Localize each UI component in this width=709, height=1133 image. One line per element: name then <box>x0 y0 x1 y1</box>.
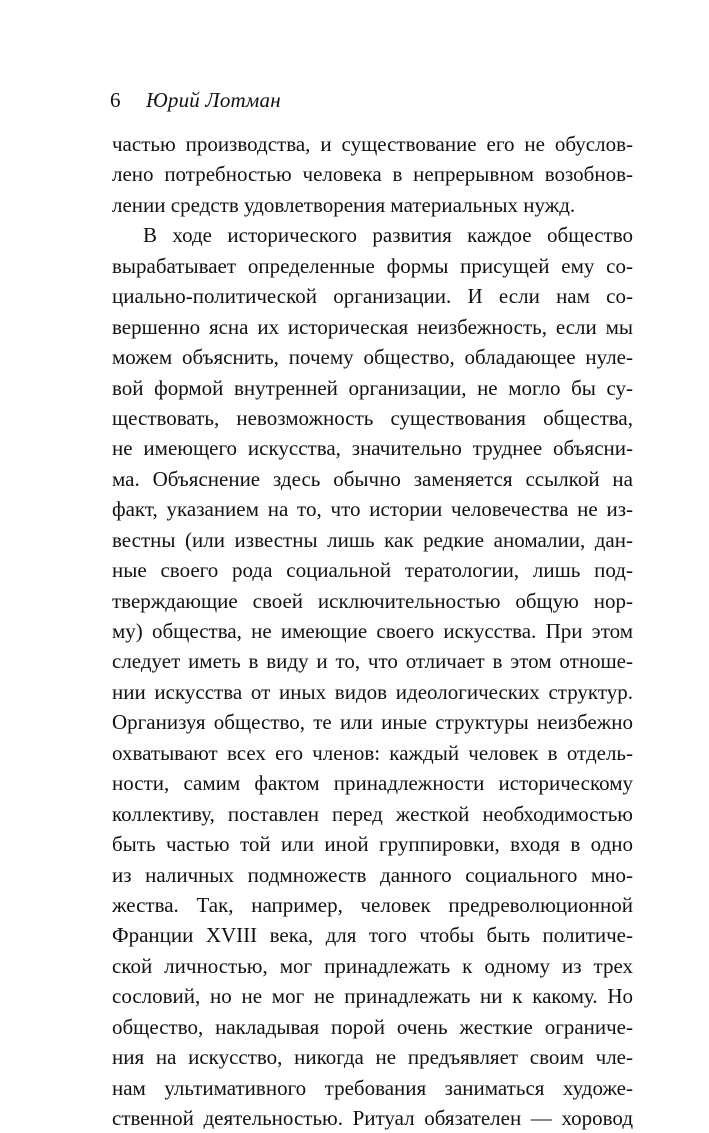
text-line: общество, накладывая порой очень жесткие ограниче- <box>112 1014 633 1039</box>
text-line: следует иметь в виду и то, что отличает в этом отноше- <box>112 649 633 674</box>
paragraph-first-line: В ходе исторического развития каждое общество <box>143 223 633 248</box>
text-line: ния на искусство, никогда не предъявляет своим чле- <box>112 1045 633 1070</box>
body-text <box>112 129 633 1133</box>
text-line: нам ультимативного требования заниматься художе- <box>112 1075 633 1100</box>
text-line: Организуя общество, те или иные структуры неизбежно <box>112 710 633 735</box>
text-line: вестны (или известны лишь как редкие аномалии, дан- <box>112 527 633 552</box>
text-line: коллективу, поставлен перед жесткой необходимостью <box>112 801 633 826</box>
text-line: быть частью той или иной группировки, входя в одно <box>112 832 633 857</box>
text-line: частью производства, и существование его не обуслов- <box>112 132 633 156</box>
text-line: из наличных подмножеств данного социального мно- <box>112 862 633 887</box>
text-line: факт, указанием на то, что истории человечества не из- <box>112 497 633 522</box>
text-line: жества. Так, например, человек предреволюционной <box>112 892 633 917</box>
text-line: вершенно ясна их историческая неизбежность, если мы <box>112 314 633 339</box>
author-name: Юрий Лотман <box>146 88 281 112</box>
text-line: Франции XVIII века, для того чтобы быть политиче- <box>112 923 633 948</box>
text-line: му) общества, не имеющие своего искусства. При этом <box>112 619 633 643</box>
text-line: сословий, но не мог не принадлежать ни к какому. Но <box>112 984 633 1009</box>
text-line: нии искусства от иных видов идеологических структур. <box>112 679 633 704</box>
running-head <box>110 85 281 115</box>
text-line: охватывают всех его членов: каждый человек в отдель- <box>112 740 633 765</box>
text-line: ществовать, невозможность существования общества, <box>112 405 633 430</box>
text-line: не имеющего искусства, значительно труднее объясни- <box>112 436 633 461</box>
text-line: циально-политической организации. И если нам со- <box>112 284 633 309</box>
text-line: вой формой внутренней организации, не могло бы су- <box>112 375 633 400</box>
text-line: вырабатывает определенные формы присущей ему со- <box>112 253 633 278</box>
text-line: лении средств удовлетворения материальных нужд. <box>112 192 576 217</box>
text-line: можем объяснить, почему общество, обладающее нуле- <box>112 345 633 370</box>
text-line: тверждающие своей исключительностью общую нор- <box>112 588 633 613</box>
page-number: 6 <box>110 88 121 112</box>
text-line: ма. Объяснение здесь обычно заменяется ссылкой на <box>112 466 633 491</box>
text-line: ственной деятельностью. Ритуал обязателен — хоровод <box>112 1106 633 1130</box>
text-line: ные своего рода социальной тератологии, лишь под- <box>112 558 633 583</box>
text-line: лено потребностью человека в непрерывном возобнов- <box>112 162 633 187</box>
text-line: ской личностью, мог принадлежать к одному из трех <box>112 953 633 978</box>
text-line: ности, самим фактом принадлежности историческому <box>112 771 633 796</box>
